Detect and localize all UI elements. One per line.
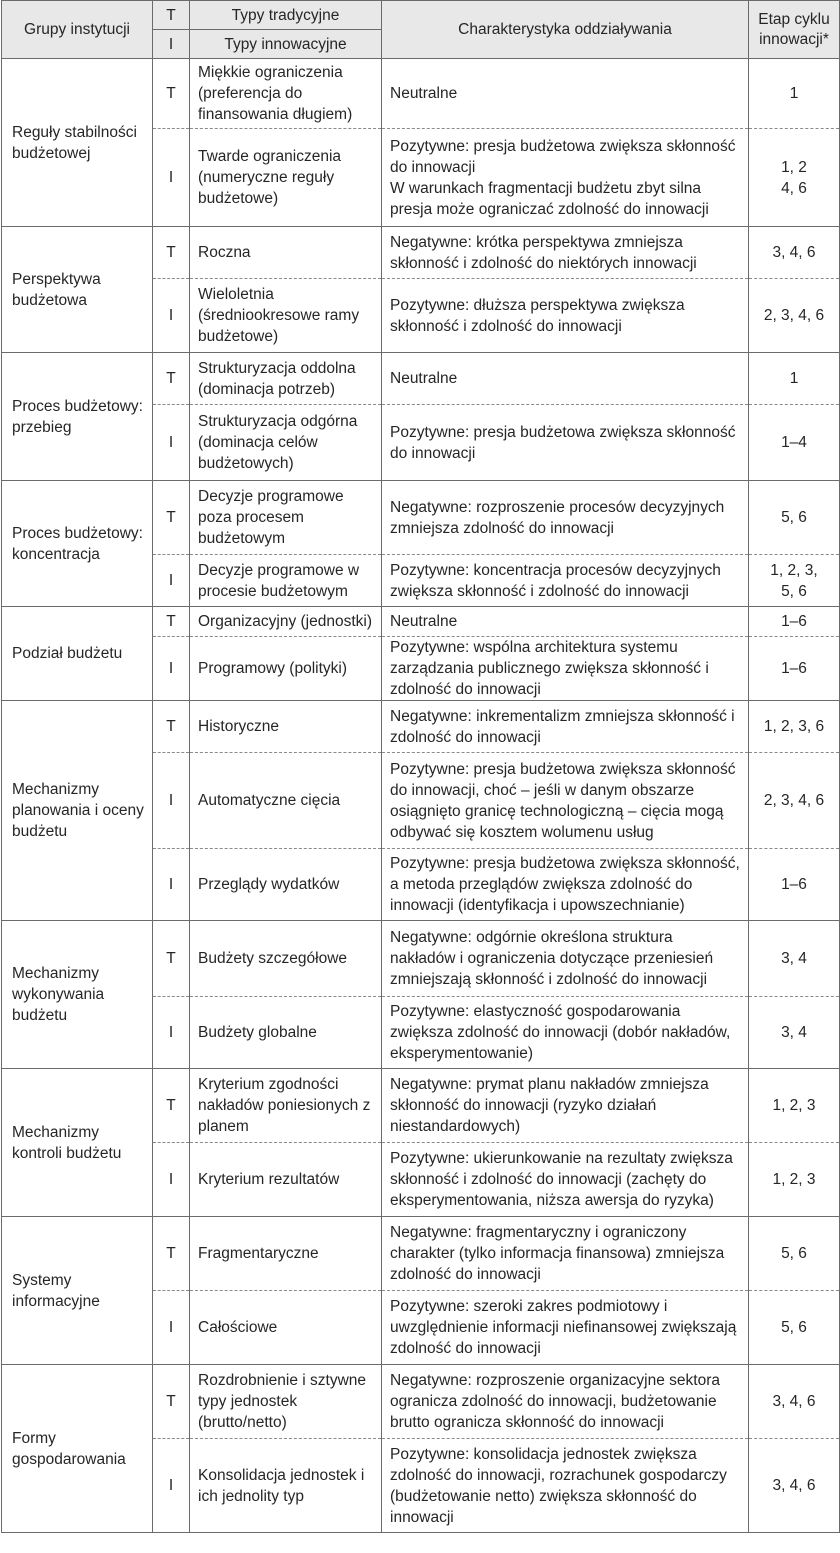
characteristics-cell: Pozytywne: presja budżetowa zwiększa skłonność, a metoda przeglądów zwiększa zdolność do innowacji (identyfikacja i upowszechnianie) xyxy=(382,849,749,921)
group-name-cell: Podział budżetu xyxy=(2,607,153,701)
innovation-institutions-table xyxy=(1,0,840,1533)
innovation-stage-cell: 1, 2, 3, 5, 6 xyxy=(749,555,840,607)
type-cell: Strukturyzacja oddolna (dominacja potrzeb) xyxy=(190,353,382,405)
type-cell: Twarde ograniczenia (numeryczne reguły budżetowe) xyxy=(190,129,382,227)
table-row xyxy=(2,353,840,405)
type-cell: Miękkie ograniczenia (preferencja do finansowania długiem) xyxy=(190,59,382,129)
type-cell: Przeglądy wydatków xyxy=(190,849,382,921)
characteristics-cell: Pozytywne: konsolidacja jednostek zwiększa zdolność do innowacji, rozrachunek gospodarczy (budżetowanie netto) zwiększa skłonność do innowacji xyxy=(382,1439,749,1533)
group-name-cell: Mechanizmy planowania i oceny budżetu xyxy=(2,701,153,921)
type-cell: Budżety szczegółowe xyxy=(190,921,382,997)
type-cell: Historyczne xyxy=(190,701,382,753)
table-row xyxy=(2,607,840,637)
characteristics-cell: Pozytywne: wspólna architektura systemu zarządzania publicznego zwiększa skłonność i zdolność do innowacji xyxy=(382,637,749,701)
characteristics-cell: Negatywne: rozproszenie organizacyjne sektora ogranicza zdolność do innowacji, budżetowanie brutto ogranicza skłonność do innowacji xyxy=(382,1365,749,1439)
innovation-stage-cell: 3, 4, 6 xyxy=(749,227,840,279)
table-body xyxy=(2,59,840,1533)
innovation-stage-cell: 3, 4, 6 xyxy=(749,1439,840,1533)
type-cell: Kryterium zgodności nakładów poniesionych z planem xyxy=(190,1069,382,1143)
innovation-stage-cell: 1–4 xyxy=(749,405,840,481)
ti-mark-cell: T xyxy=(153,353,190,405)
header-characteristics: Charakterystyka oddziaływania xyxy=(382,1,749,59)
ti-mark-cell: T xyxy=(153,59,190,129)
table-row xyxy=(2,1217,840,1291)
type-cell: Konsolidacja jednostek i ich jednolity typ xyxy=(190,1439,382,1533)
table-row xyxy=(2,59,840,129)
innovation-stage-cell: 1–6 xyxy=(749,607,840,637)
header-traditional-types: Typy tradycyjne xyxy=(190,1,382,30)
characteristics-cell: Neutralne xyxy=(382,353,749,405)
header-t-mark: T xyxy=(153,1,190,30)
ti-mark-cell: I xyxy=(153,849,190,921)
innovation-stage-cell: 2, 3, 4, 6 xyxy=(749,753,840,849)
innovation-stage-cell: 1 xyxy=(749,59,840,129)
characteristics-cell: Neutralne xyxy=(382,59,749,129)
group-name-cell: Formy gospodarowania xyxy=(2,1365,153,1533)
group-name-cell: Mechanizmy kontroli budżetu xyxy=(2,1069,153,1217)
table-header xyxy=(2,1,840,59)
innovation-stage-cell: 1–6 xyxy=(749,849,840,921)
group-name-cell: Perspektywa budżetowa xyxy=(2,227,153,353)
type-cell: Wieloletnia (średniookresowe ramy budżetowe) xyxy=(190,279,382,353)
ti-mark-cell: I xyxy=(153,555,190,607)
header-innovative-types: Typy innowacyjne xyxy=(190,30,382,59)
type-cell: Budżety globalne xyxy=(190,997,382,1069)
innovation-stage-cell: 1, 2 4, 6 xyxy=(749,129,840,227)
ti-mark-cell: I xyxy=(153,405,190,481)
characteristics-cell: Pozytywne: elastyczność gospodarowania zwiększa zdolność do innowacji (dobór nakładów, eksperymentowanie) xyxy=(382,997,749,1069)
group-name-cell: Mechanizmy wykonywania budżetu xyxy=(2,921,153,1069)
innovation-stage-cell: 5, 6 xyxy=(749,1291,840,1365)
innovation-stage-cell: 3, 4, 6 xyxy=(749,1365,840,1439)
table-row xyxy=(2,921,840,997)
characteristics-cell: Negatywne: odgórnie określona struktura nakładów i ograniczenia dotyczące przeniesień zmniejszają skłonność i zdolność do innowacji xyxy=(382,921,749,997)
characteristics-cell: Pozytywne: presja budżetowa zwiększa skłonność do innowacji xyxy=(382,405,749,481)
ti-mark-cell: T xyxy=(153,227,190,279)
ti-mark-cell: T xyxy=(153,701,190,753)
group-name-cell: Systemy informacyjne xyxy=(2,1217,153,1365)
characteristics-cell: Pozytywne: szeroki zakres podmiotowy i uwzględnienie informacji niefinansowej zwiększają zdolność do innowacji xyxy=(382,1291,749,1365)
type-cell: Całościowe xyxy=(190,1291,382,1365)
ti-mark-cell: I xyxy=(153,1291,190,1365)
characteristics-cell: Negatywne: krótka perspektywa zmniejsza skłonność i zdolność do niektórych innowacji xyxy=(382,227,749,279)
ti-mark-cell: I xyxy=(153,997,190,1069)
table-row xyxy=(2,481,840,555)
ti-mark-cell: T xyxy=(153,1365,190,1439)
type-cell: Decyzje programowe poza procesem budżetowym xyxy=(190,481,382,555)
group-name-cell: Proces budżetowy: przebieg xyxy=(2,353,153,481)
ti-mark-cell: T xyxy=(153,481,190,555)
innovation-stage-cell: 5, 6 xyxy=(749,481,840,555)
group-name-cell: Proces budżetowy: koncentracja xyxy=(2,481,153,607)
ti-mark-cell: T xyxy=(153,1069,190,1143)
type-cell: Organizacyjny (jednostki) xyxy=(190,607,382,637)
ti-mark-cell: I xyxy=(153,1143,190,1217)
header-group: Grupy instytucji xyxy=(2,1,153,59)
innovation-stage-cell: 3, 4 xyxy=(749,921,840,997)
ti-mark-cell: I xyxy=(153,1439,190,1533)
characteristics-cell: Pozytywne: koncentracja procesów decyzyjnych zwiększa skłonność i zdolność do innowacji xyxy=(382,555,749,607)
characteristics-cell: Negatywne: inkrementalizm zmniejsza skłonność i zdolność do innowacji xyxy=(382,701,749,753)
innovation-stage-cell: 1 xyxy=(749,353,840,405)
header-i-mark: I xyxy=(153,30,190,59)
ti-mark-cell: I xyxy=(153,637,190,701)
characteristics-cell: Pozytywne: presja budżetowa zwiększa skłonność do innowacji, choć – jeśli w danym obszarze osiągnięto granicę technologiczną – cięcia mogą odbywać się kosztem wolumenu usług xyxy=(382,753,749,849)
ti-mark-cell: I xyxy=(153,279,190,353)
table-row xyxy=(2,227,840,279)
table-row xyxy=(2,1365,840,1439)
type-cell: Kryterium rezultatów xyxy=(190,1143,382,1217)
type-cell: Strukturyzacja odgórna (dominacja celów budżetowych) xyxy=(190,405,382,481)
innovation-stage-cell: 3, 4 xyxy=(749,997,840,1069)
characteristics-cell: Pozytywne: presja budżetowa zwiększa skłonność do innowacji W warunkach fragmentacji budżetu zbyt silna presja może ograniczać zdolność do innowacji xyxy=(382,129,749,227)
ti-mark-cell: T xyxy=(153,1217,190,1291)
characteristics-cell: Pozytywne: dłuższa perspektywa zwiększa skłonność i zdolność do innowacji xyxy=(382,279,749,353)
characteristics-cell: Pozytywne: ukierunkowanie na rezultaty zwiększa skłonność i zdolność do innowacji (zachęty do eksperymentowania, niższa awersja do ryzyka) xyxy=(382,1143,749,1217)
characteristics-cell: Negatywne: rozproszenie procesów decyzyjnych zmniejsza zdolność do innowacji xyxy=(382,481,749,555)
type-cell: Fragmentaryczne xyxy=(190,1217,382,1291)
innovation-stage-cell: 1, 2, 3 xyxy=(749,1143,840,1217)
innovation-stage-cell: 1, 2, 3 xyxy=(749,1069,840,1143)
type-cell: Rozdrobnienie i sztywne typy jednostek (brutto/netto) xyxy=(190,1365,382,1439)
table-row xyxy=(2,701,840,753)
characteristics-cell: Neutralne xyxy=(382,607,749,637)
type-cell: Roczna xyxy=(190,227,382,279)
characteristics-cell: Negatywne: prymat planu nakładów zmniejsza skłonność do innowacji (ryzyko działań niestandardowych) xyxy=(382,1069,749,1143)
table-row xyxy=(2,1069,840,1143)
ti-mark-cell: T xyxy=(153,607,190,637)
ti-mark-cell: I xyxy=(153,129,190,227)
innovation-stage-cell: 5, 6 xyxy=(749,1217,840,1291)
type-cell: Automatyczne cięcia xyxy=(190,753,382,849)
ti-mark-cell: T xyxy=(153,921,190,997)
innovation-stage-cell: 1, 2, 3, 6 xyxy=(749,701,840,753)
ti-mark-cell: I xyxy=(153,753,190,849)
characteristics-cell: Negatywne: fragmentaryczny i ograniczony charakter (tylko informacja finansowa) zmniejsza zdolność do innowacji xyxy=(382,1217,749,1291)
header-innovation-stage: Etap cyklu innowacji* xyxy=(749,1,840,59)
type-cell: Programowy (polityki) xyxy=(190,637,382,701)
type-cell: Decyzje programowe w procesie budżetowym xyxy=(190,555,382,607)
innovation-stage-cell: 1–6 xyxy=(749,637,840,701)
group-name-cell: Reguły stabilności budżetowej xyxy=(2,59,153,227)
innovation-stage-cell: 2, 3, 4, 6 xyxy=(749,279,840,353)
